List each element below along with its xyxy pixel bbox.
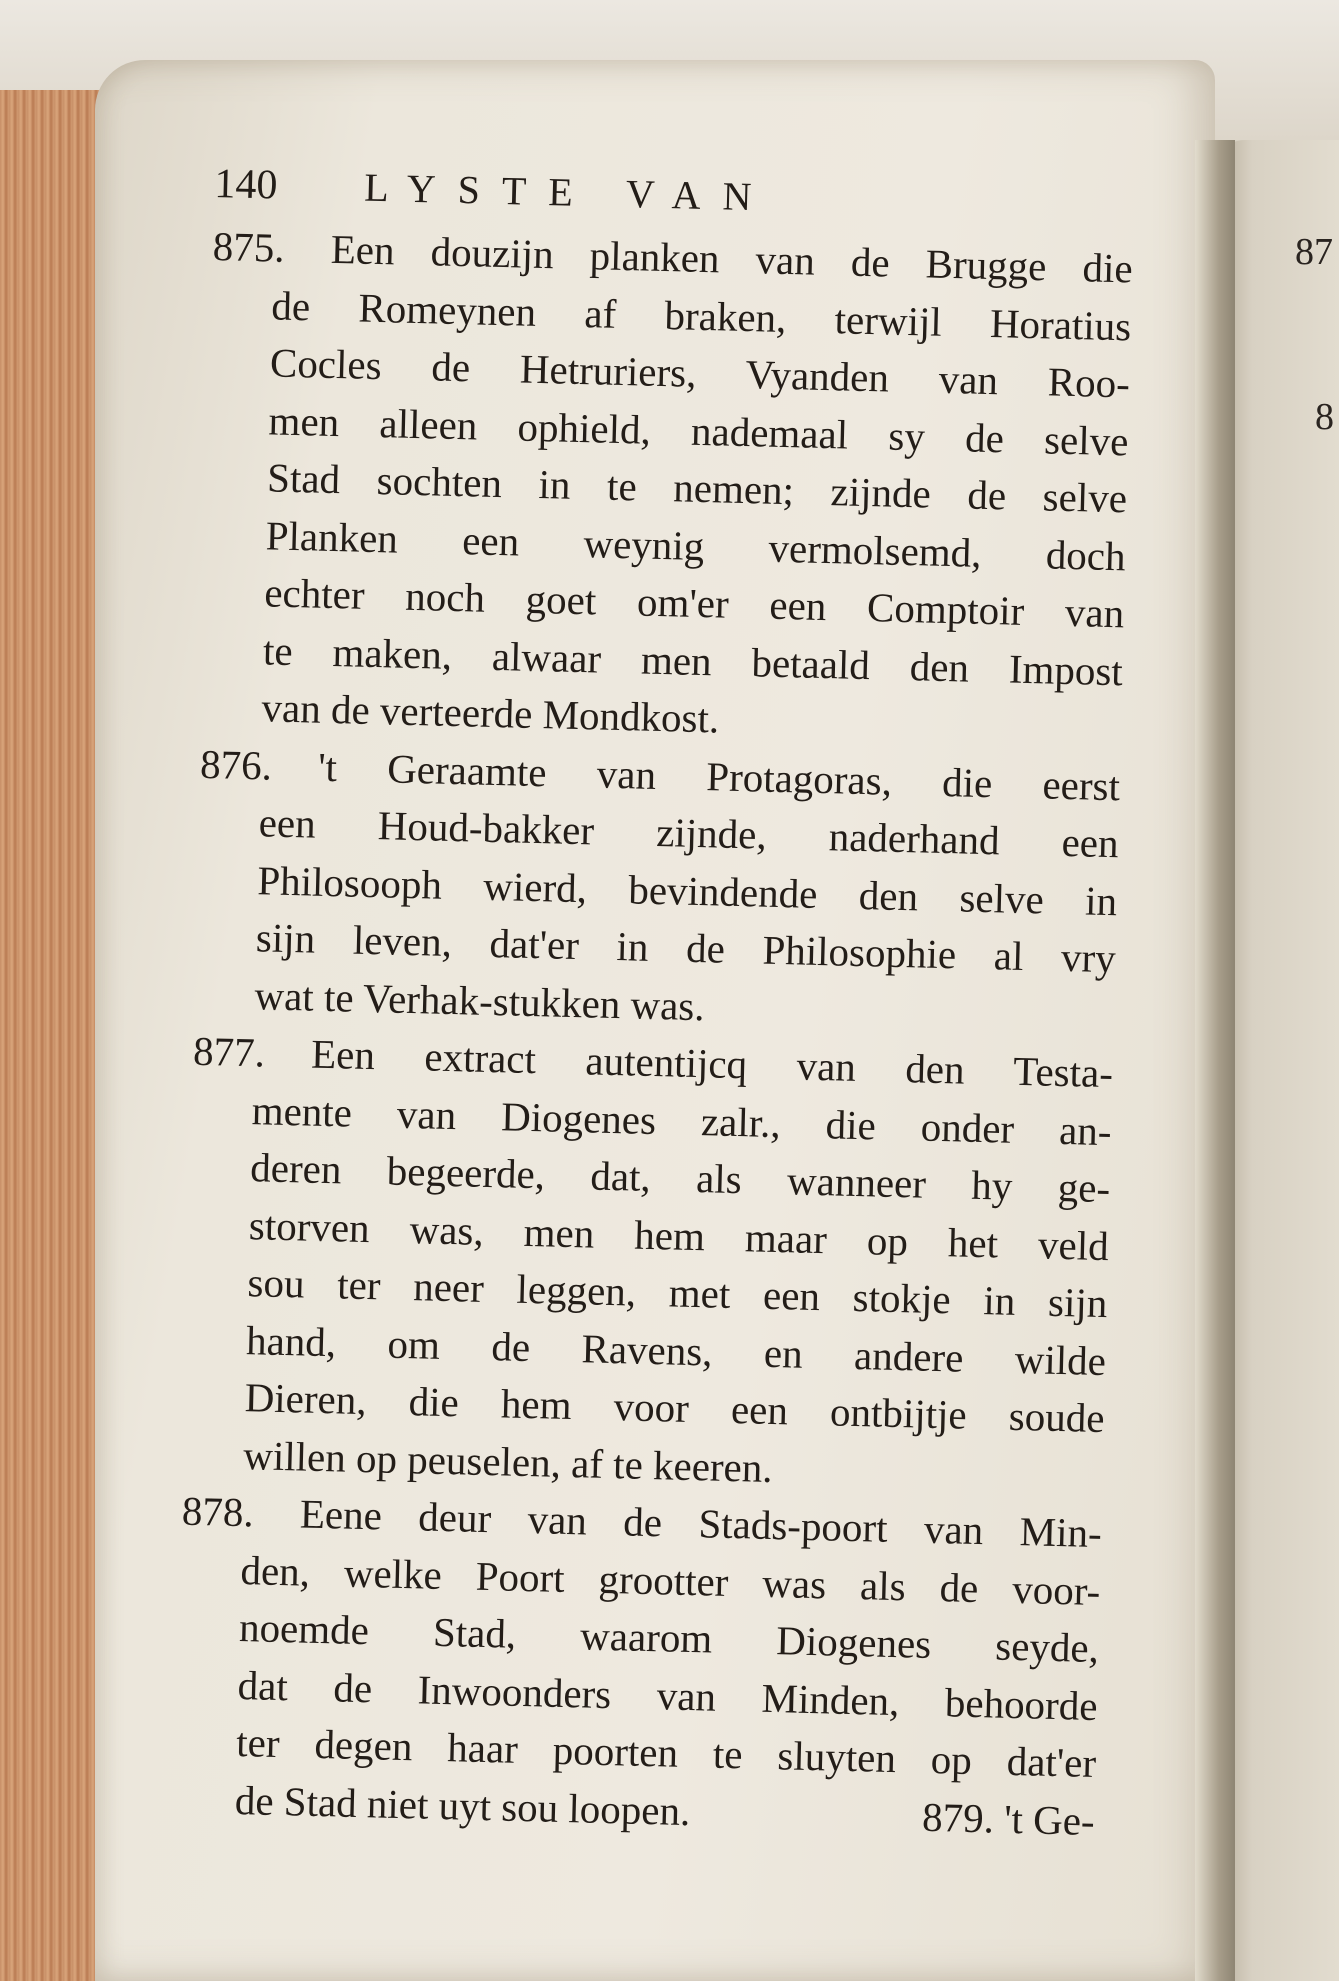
entry-line: ter degen haar poorten te sluyten op dat'er [235,1719,1097,1786]
entry-number: 878. [181,1487,255,1536]
page-number: 140 [213,160,278,209]
entry-line: Stad sochten in te nemen; zijnde de selve [266,454,1128,522]
entry-line: 878. Eene deur van de Stads-poort van Min- [181,1483,1102,1563]
entry-line: de Romeynen af braken, terwijl Horatius [270,281,1132,349]
entry-number: 877. [192,1027,266,1076]
entry-line: storven was, men hem maar op het veld [248,1201,1110,1269]
entry-line: 877. Een extract autentijcq van den Testa- [193,1023,1114,1103]
entry-878 [174,1483,1162,1852]
book-gutter [1195,140,1235,1981]
entry-877 [183,1023,1174,1507]
entry-line: noemde Stad, waarom Diogenes seyde, [238,1604,1100,1672]
entry-line: willen op peuselen, af te keeren. [242,1431,774,1491]
entry-line: deren begeerde, dat, als wanneer hy ge- [249,1144,1111,1212]
facing-page-fragment-1: 87 [1295,231,1333,273]
entry-line: 875. Een douzijn planken van de Brugge die [212,218,1133,298]
entry-line: Dieren, die hem voor een ontbijtje soude [244,1374,1106,1442]
entry-line: sijn leven, dat'er in de Philosophie al vry [255,914,1117,982]
entry-line: mente van Diogenes zalr., die onder an- [251,1086,1113,1154]
entry-number: 876. [199,740,273,789]
entry-line: Cocles de Hetruriers, Vyanden van Roo- [269,339,1131,407]
entry-line: Planken een weynig vermolsemd, doch [265,511,1127,579]
entry-number: 875. [212,222,286,271]
catchword: 879. 't Ge- [921,1793,1096,1844]
entry-line: wat te Verhak-stukken was. [254,971,706,1029]
entry-line: den, welke Poort grootter was als de voor- [240,1546,1101,1614]
entry-line: 876. 't Geraamte van Protagoras, die eerst [200,735,1121,815]
entry-line: van de verteerde Mondkost. [261,684,720,742]
entry-line: dat de Inwoonders van Minden, behoorde [237,1661,1099,1729]
entry-line: men alleen ophield, nademaal sy de selve [268,396,1129,464]
entry-875 [201,218,1193,759]
entry-876 [194,735,1181,1046]
entry-line: hand, om de Ravens, en andere wilde [245,1316,1107,1384]
page-text [174,160,1194,1851]
facing-page-fragment-2: 8 [1315,396,1334,438]
entry-line: te maken, alwaar men betaald den Impost [262,626,1124,694]
running-title: LYSTE VAN [363,164,775,220]
entry-line: Philosooph wierd, bevindende den selve in [256,856,1118,924]
entry-line: een Houd-bakker zijnde, naderhand een [258,799,1120,867]
entry-line: echter noch goet om'er een Comptoir van [263,569,1125,637]
entry-line: sou ter neer leggen, met een stokje in sijn [247,1259,1108,1327]
entry-line: de Stad niet uyt sou loopen. 879. 't Ge- [174,1770,1095,1850]
